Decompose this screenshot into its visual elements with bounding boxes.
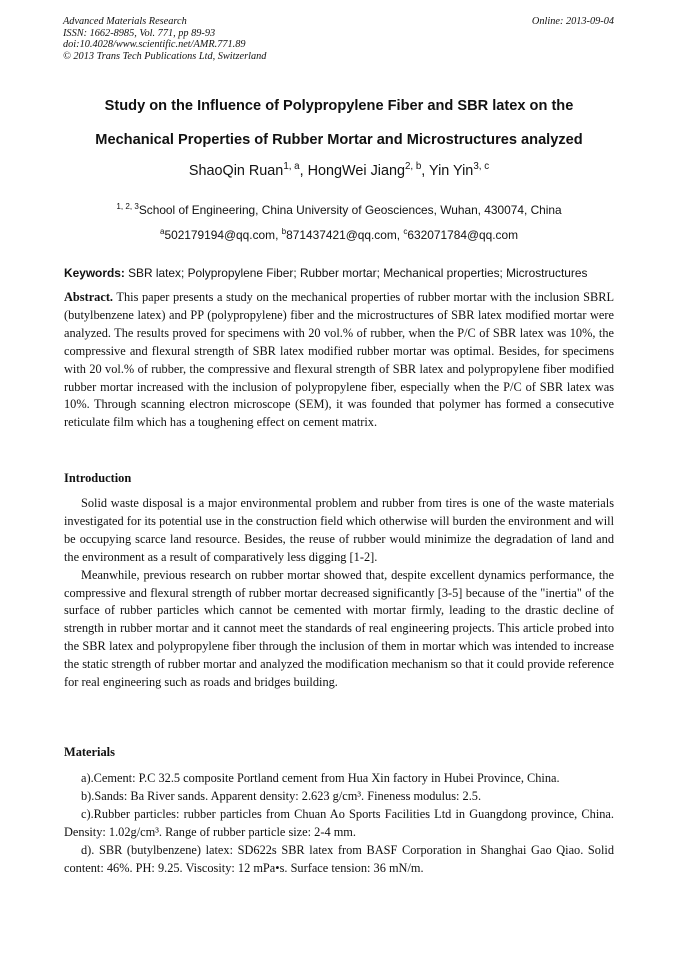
- affiliation-sup: 1, 2, 3: [116, 202, 139, 212]
- title-line-1: Study on the Influence of Polypropylene Fiber and SBR latex on the: [104, 98, 574, 114]
- email-link[interactable]: 502179194@qq.com: [164, 228, 276, 242]
- author-sup: 3, c: [473, 161, 490, 173]
- email-link[interactable]: 632071784@qq.com: [407, 228, 519, 242]
- abstract: [64, 289, 614, 432]
- introduction-body: [64, 495, 614, 692]
- title-line-2: Mechanical Properties of Rubber Mortar and Microstructures analyzed: [95, 132, 583, 148]
- introduction-heading: Introduction: [64, 471, 132, 485]
- keywords-text: SBR latex; Polypropylene Fiber; Rubber mortar; Mechanical properties; Microstructures: [128, 266, 588, 280]
- material-item: d). SBR (butylbenzene) latex: SD622s SBR latex from BASF Corporation in Shanghai Gao Qiao. Solid content: 46%. PH: 9.25. Viscosity: 12 mPa•s. Surface tension: 36 mN/m.: [64, 842, 614, 875]
- author-separator: ,: [299, 163, 308, 179]
- author-list: [0, 163, 678, 179]
- email-separator: ,: [275, 228, 282, 242]
- paragraph: Meanwhile, previous research on rubber mortar showed that, despite excellent dynamics performance, the compressive and flexural strength of rubber mortar decreased significantly [3-5] because of the "inertia" of the surface of rubber particles which cannot be cemented with mortar firmly, leading to the drastic decline of strength in rubber mortar and it cannot meet the standards of real engineering projects. This article probed into the SBR latex and polypropylene fiber through the inclusion of them in mortar which was intended to increase the static strength of rubber mortar and analyzed the modification mechanism so that it could provide reference for real engineering such as roads and bridges building.: [64, 567, 614, 690]
- email-link[interactable]: 871437421@qq.com: [286, 228, 397, 242]
- material-item: c).Rubber particles: rubber particles from Chuan Ao Sports Facilities Ltd in Guangdong province, China. Density: 1.02g/cm³. Range of rubber particle size: 2-4 mm.: [64, 806, 614, 839]
- email-sup: a: [159, 227, 165, 237]
- author-sup: 2, b: [404, 161, 422, 173]
- keywords-label: Keywords:: [64, 266, 125, 280]
- email-sup: b: [281, 227, 287, 237]
- doi-line: doi:10.4028/www.scientific.net/AMR.771.89: [63, 39, 246, 51]
- email-separator: ,: [396, 228, 404, 242]
- email-sup: c: [403, 227, 408, 237]
- materials-list: [64, 770, 614, 877]
- paragraph: Solid waste disposal is a major environmental problem and rubber from tires is one of the waste materials investigated for its potential use in the construction field which otherwise will burden the environment and will be occupying scarce land resource. Besides, the reuse of rubber would minimize the degradation of land and the environment as a result of comparatively less digging [1-2].: [64, 496, 614, 564]
- author-name: HongWei Jiang: [307, 163, 405, 179]
- author-name: Yin Yin: [429, 163, 474, 179]
- online-date: Online: 2013-09-04: [531, 16, 614, 27]
- materials-heading: Materials: [64, 745, 115, 759]
- author-sup: 1, a: [283, 161, 300, 173]
- author-separator: ,: [421, 163, 430, 179]
- copyright-line: © 2013 Trans Tech Publications Ltd, Switzerland: [63, 50, 267, 62]
- author-emails: [0, 228, 678, 242]
- abstract-label: Abstract.: [64, 290, 114, 304]
- material-item: b).Sands: Ba River sands. Apparent density: 2.623 g/cm³. Fineness modulus: 2.5.: [81, 788, 482, 803]
- affiliation-text: School of Engineering, China University of Geosciences, Wuhan, 430074, China: [138, 203, 562, 217]
- journal-name: Advanced Materials Research: [63, 16, 187, 27]
- author-name: ShaoQin Ruan: [188, 163, 284, 179]
- keywords: [64, 266, 624, 280]
- abstract-text: This paper presents a study on the mechanical properties of rubber mortar with the inclusion SBRL (butylbenzene latex) and PP (polypropylene) fiber and the microstructures of SBR latex modified mortar were analyzed. The results proved for specimens with 20 vol.% of rubber, when the P/C of SBR latex was 10%, the compressive and flexural strength of SBR latex modified rubber mortar was optimal. Besides, for specimens with 20 vol.% of rubber, the compressive and flexural strength of SBR latex and polypropylene fiber modified rubber mortar increased with the inclusion of polypropylene fiber, especially when the P/C of SBR latex was 10%. Through scanning electron microscope (SEM), it was founded that polymer has formed a consecutive reticulate film which has a toughening effect on cement matrix.: [64, 290, 614, 430]
- journal-header: [63, 16, 266, 62]
- material-item: a).Cement: P.C 32.5 composite Portland cement from Hua Xin factory in Hubei Province, China.: [81, 771, 560, 785]
- issn-line: ISSN: 1662-8985, Vol. 771, pp 89-93: [63, 27, 216, 39]
- affiliation: [0, 203, 678, 217]
- paper-title: [40, 89, 638, 157]
